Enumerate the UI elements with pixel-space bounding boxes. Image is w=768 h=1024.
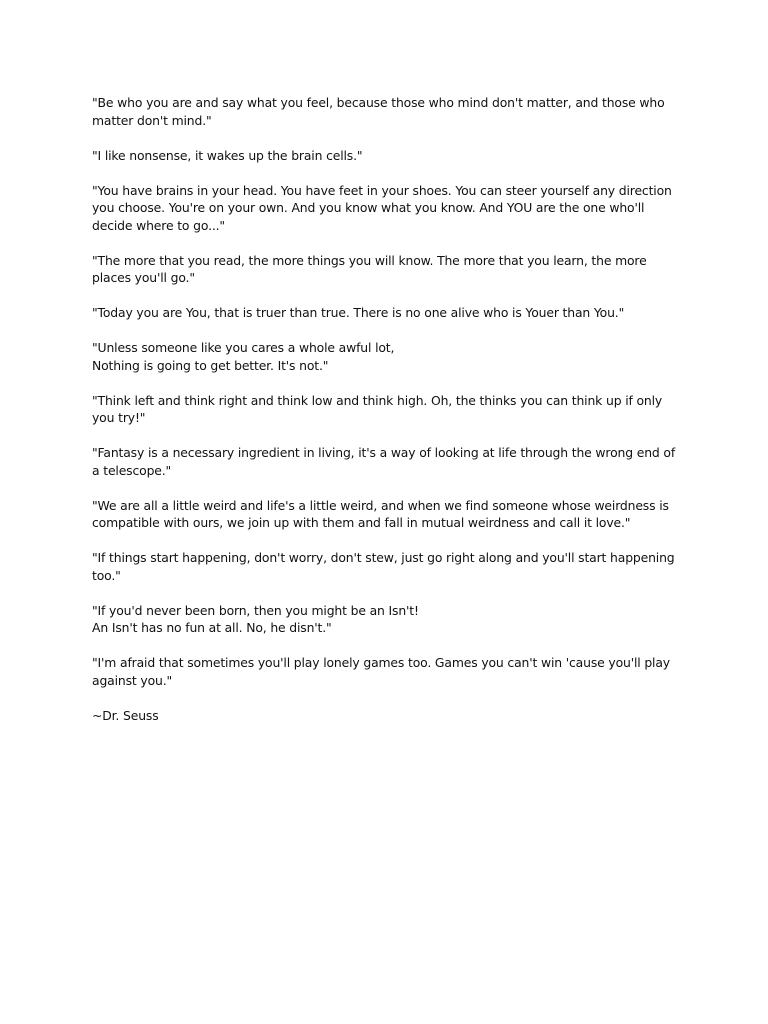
quote-10: "If things start happening, don't worry, don't stew, just go right along and you'll start happening too." <box>92 550 675 583</box>
quote-5: "Today you are You, that is truer than true. There is no one alive who is Youer than You." <box>92 305 625 320</box>
quote-9: "We are all a little weird and life's a little weird, and when we find someone whose weirdness is compatible with ours, we join up with them and fall in mutual weirdness and call it love." <box>92 497 669 530</box>
quote-7: "Think left and think right and think low and think high. Oh, the thinks you can think up if only you try!" <box>92 392 663 425</box>
quote-list <box>92 94 682 724</box>
quote-2: "I like nonsense, it wakes up the brain cells." <box>92 147 363 163</box>
signature: ~Dr. Seuss <box>92 707 159 723</box>
quote-11: "If you'd never been born, then you might be an Isn't! An Isn't has no fun at all. No, he disn't." <box>92 602 419 635</box>
quote-8: "Fantasy is a necessary ingredient in living, it's a way of looking at life through the wrong end of a telescope." <box>92 445 676 478</box>
quote-12: "I'm afraid that sometimes you'll play lonely games too. Games you can't win 'cause you'll play against you." <box>92 655 670 688</box>
quote-1: "Be who you are and say what you feel, because those who mind don't matter, and those who matter don't mind." <box>92 95 665 128</box>
quote-4: "The more that you read, the more things you will know. The more that you learn, the more places you'll go." <box>92 252 647 285</box>
quote-6: "Unless someone like you cares a whole awful lot, Nothing is going to get better. It's not." <box>92 340 395 373</box>
quote-3: "You have brains in your head. You have feet in your shoes. You can steer yourself any direction you choose. You're on your own. And you know what you know. And YOU are the one who'll decide where to go..." <box>92 182 672 233</box>
